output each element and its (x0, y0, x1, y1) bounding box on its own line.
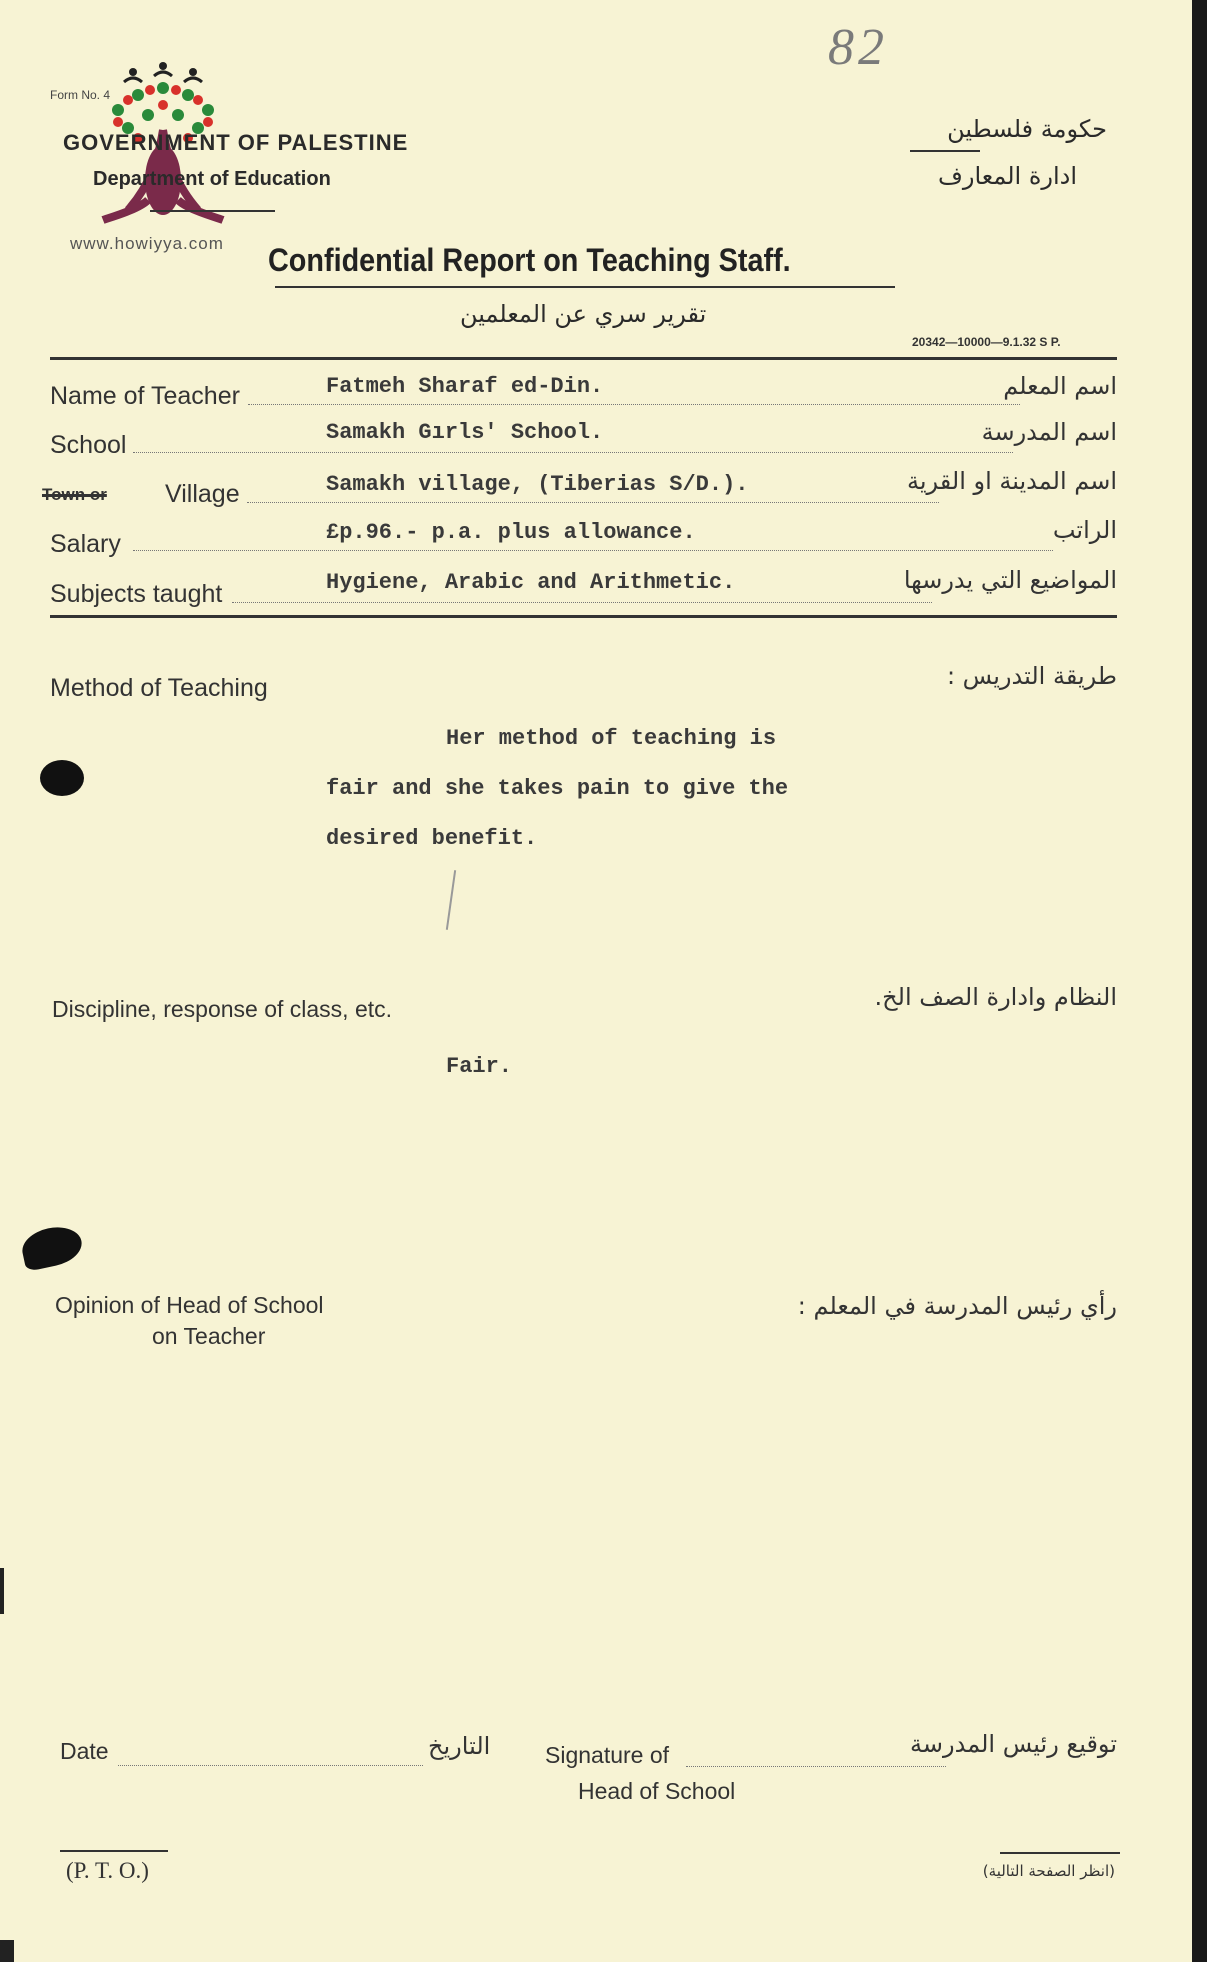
field-line-school[interactable] (133, 452, 1013, 453)
report-title-ar: تقرير سري عن المعلمين (460, 300, 707, 328)
opinion-label-line2: on Teacher (152, 1323, 266, 1349)
punch-hole (19, 1222, 86, 1272)
date-label-ar: التاريخ (428, 1732, 491, 1760)
discipline-value: Fair. (446, 1054, 513, 1079)
punch-hole (40, 760, 84, 796)
opinion-label-ar: رأي رئيس المدرسة في المعلم : (797, 1292, 1117, 1320)
field-label-subjects-ar: المواضيع التي يدرسها (903, 566, 1117, 594)
pto-rule (60, 1850, 168, 1852)
date-line[interactable] (118, 1765, 423, 1766)
field-label-school-ar: اسم المدرسة (981, 418, 1117, 446)
watermark-url: www.howiyya.com (70, 234, 224, 253)
department-heading-ar: ادارة المعارف (937, 162, 1077, 190)
fields-bottom-rule (50, 615, 1117, 618)
field-label-salary-ar: الراتب (1052, 516, 1117, 544)
report-title: Confidential Report on Teaching Staff. (268, 242, 791, 278)
method-line-2: fair and she takes pain to give the (326, 776, 789, 801)
method-line-1: Her method of teaching is (446, 726, 777, 751)
title-underline (275, 286, 895, 288)
field-label-village: Village (165, 480, 240, 508)
pencil-mark (446, 870, 456, 930)
method-label-ar: طريقة التدريس : (946, 662, 1117, 690)
field-label-school: School (50, 431, 127, 459)
field-line-name[interactable] (248, 404, 1020, 405)
edge-mark (0, 1568, 4, 1614)
field-value-school: Samakh Gırls' School. (326, 420, 604, 445)
edge-mark (0, 1940, 14, 1962)
field-label-village-ar: اسم المدينة او القرية (906, 467, 1117, 495)
header-ar-underline (910, 150, 980, 152)
field-line-salary[interactable] (133, 550, 1053, 551)
pto-label-ar: (انظر الصفحة التالية) (982, 1862, 1115, 1880)
form-number: Form No. 4 (50, 88, 111, 102)
field-label-salary: Salary (50, 530, 121, 558)
method-line-3: desired benefit. (326, 826, 538, 851)
signature-label-ar: توقيع رئيس المدرسة (910, 1730, 1117, 1758)
signature-line[interactable] (686, 1766, 946, 1767)
pto-ar-rule (1000, 1852, 1120, 1854)
field-value-village: Samakh village, (Tiberias S/D.). (326, 472, 749, 497)
field-label-subjects: Subjects taught (50, 580, 223, 608)
government-heading-ar: حكومة فلسطين (947, 115, 1107, 143)
field-label-name: Name of Teacher (50, 382, 240, 410)
page-number: 82 (828, 19, 888, 76)
field-label-name-ar: اسم المعلم (1003, 372, 1117, 400)
fields-top-rule (50, 357, 1117, 360)
date-label: Date (60, 1738, 109, 1764)
opinion-label-line1: Opinion of Head of School (55, 1292, 324, 1318)
field-line-village[interactable] (247, 502, 939, 503)
signature-label: Signature of (545, 1742, 670, 1768)
department-heading: Department of Education (93, 168, 331, 190)
government-heading: GOVERNMENT OF PALESTINE (63, 130, 409, 155)
header-underline (150, 210, 275, 212)
discipline-label-ar: النظام وادارة الصف الخ. (874, 983, 1117, 1011)
print-code: 20342—10000—9.1.32 S P. (912, 335, 1061, 349)
method-label: Method of Teaching (50, 674, 268, 702)
field-value-subjects: Hygiene, Arabic and Arithmetic. (326, 570, 736, 595)
discipline-label: Discipline, response of class, etc. (52, 996, 393, 1022)
field-value-name: Fatmeh Sharaf ed-Din. (326, 374, 604, 399)
signature-label-2: Head of School (578, 1778, 736, 1804)
field-line-subjects[interactable] (232, 602, 932, 603)
pto-label: (P. T. O.) (66, 1858, 149, 1883)
field-label-struck: Town or (42, 485, 107, 504)
field-value-salary: £p.96.- p.a. plus allowance. (326, 520, 696, 545)
